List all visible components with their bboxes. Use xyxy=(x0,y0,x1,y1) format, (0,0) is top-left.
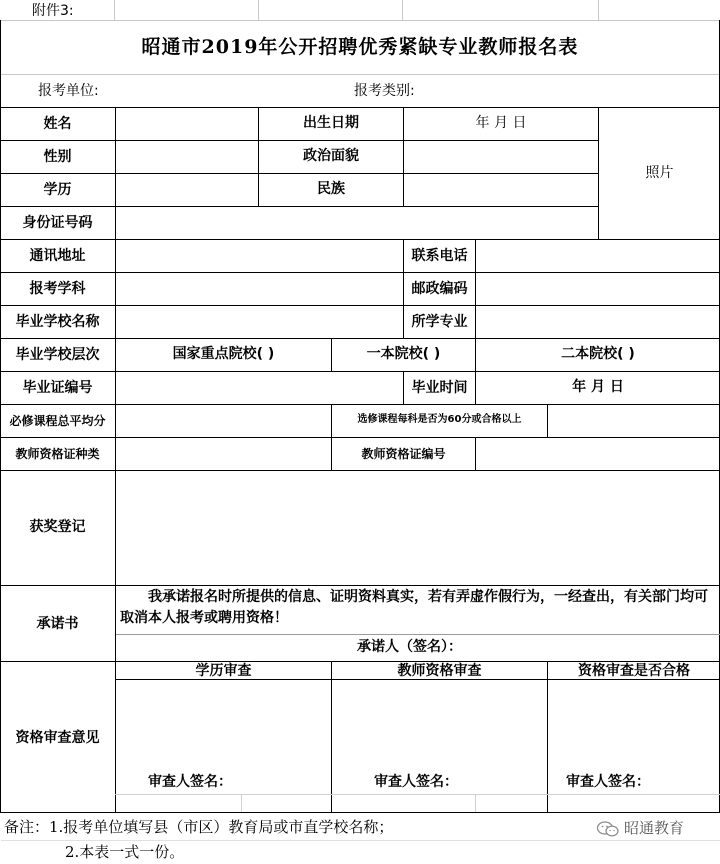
photo-box[interactable]: 照片 xyxy=(645,165,674,181)
postal-code-label: 邮政编码 xyxy=(411,281,468,297)
address-field[interactable] xyxy=(116,240,403,272)
watermark-text: 昭通教育 xyxy=(624,819,685,837)
birth-date-field[interactable]: 年 月 日 xyxy=(475,115,527,131)
review-signature-3[interactable]: 审查人签名： xyxy=(566,774,650,790)
birth-date-label: 出生日期 xyxy=(303,115,359,131)
education-label: 学历 xyxy=(43,182,72,198)
political-status-field[interactable] xyxy=(404,141,598,173)
pledge-label: 承诺书 xyxy=(36,616,79,632)
subject-label: 报考学科 xyxy=(29,281,86,297)
phone-label: 联系电话 xyxy=(411,248,468,264)
review-col-qualified: 资格审查是否合格 xyxy=(578,663,690,679)
required-avg-field[interactable] xyxy=(116,405,331,437)
cert-type-label: 教师资格证种类 xyxy=(15,447,100,461)
elective-pass-label: 选修课程每科是否为60分或合格以上 xyxy=(357,414,522,425)
school-level-label: 毕业学校层次 xyxy=(15,347,100,363)
major-label: 所学专业 xyxy=(411,314,468,330)
level-tier1-option[interactable]: 一本院校( ) xyxy=(366,346,441,362)
pledge-text: 我承诺报名时所提供的信息、证明资料真实，若有弄虚作假行为，一经查出，有关部门均可取消本人报考或聘用资格！ xyxy=(120,589,708,626)
gender-field[interactable] xyxy=(116,141,258,173)
note-line-2: 2.本表一式一份。 xyxy=(65,843,185,861)
education-field[interactable] xyxy=(116,174,258,206)
review-col-education: 学历审查 xyxy=(195,663,252,679)
pledge-signer[interactable]: 承诺人（签名）： xyxy=(357,639,462,655)
cert-type-field[interactable] xyxy=(116,438,331,470)
review-signature-1[interactable]: 审查人签名： xyxy=(148,774,232,790)
political-status-label: 政治面貌 xyxy=(303,148,359,164)
required-avg-label: 必修课程总平均分 xyxy=(9,414,106,428)
review-col-cert: 教师资格审查 xyxy=(397,663,482,679)
awards-label: 获奖登记 xyxy=(29,519,86,535)
category-label: 报考类别: xyxy=(354,83,415,99)
elective-pass-field[interactable] xyxy=(548,405,720,437)
wechat-icon xyxy=(596,821,620,837)
cert-number-field[interactable] xyxy=(476,438,720,470)
diploma-number-field[interactable] xyxy=(116,372,403,404)
subject-field[interactable] xyxy=(116,273,403,305)
gender-label: 性别 xyxy=(43,149,72,165)
note-line-1: 备注：1.报考单位填写县（市区）教育局或市直学校名称； xyxy=(4,818,394,836)
review-label: 资格审查意见 xyxy=(15,730,100,746)
ethnicity-field[interactable] xyxy=(404,174,598,206)
id-number-label: 身份证号码 xyxy=(22,215,93,231)
graduate-school-label: 毕业学校名称 xyxy=(15,314,100,330)
name-field[interactable] xyxy=(116,108,258,140)
postal-code-field[interactable] xyxy=(476,273,720,305)
unit-label: 报考单位: xyxy=(38,83,99,99)
ethnicity-label: 民族 xyxy=(317,181,345,197)
id-number-field[interactable] xyxy=(116,207,598,239)
graduation-time-label: 毕业时间 xyxy=(411,380,468,396)
level-national-key-option[interactable]: 国家重点院校( ) xyxy=(172,346,275,362)
cert-number-label: 教师资格证编号 xyxy=(361,447,446,461)
graduate-school-field[interactable] xyxy=(116,306,403,338)
address-label: 通讯地址 xyxy=(29,248,86,264)
major-field[interactable] xyxy=(476,306,720,338)
annex-label: 附件3: xyxy=(32,3,74,19)
phone-field[interactable] xyxy=(476,240,720,272)
awards-field[interactable] xyxy=(116,471,720,585)
name-label: 姓名 xyxy=(43,116,72,132)
level-tier2-option[interactable]: 二本院校( ) xyxy=(561,346,635,362)
graduation-time-field[interactable]: 年 月 日 xyxy=(572,379,624,395)
page-title: 昭通市2019年公开招聘优秀紧缺专业教师报名表 xyxy=(141,36,579,58)
review-signature-2[interactable]: 审查人签名： xyxy=(374,774,458,790)
diploma-number-label: 毕业证编号 xyxy=(22,380,93,396)
